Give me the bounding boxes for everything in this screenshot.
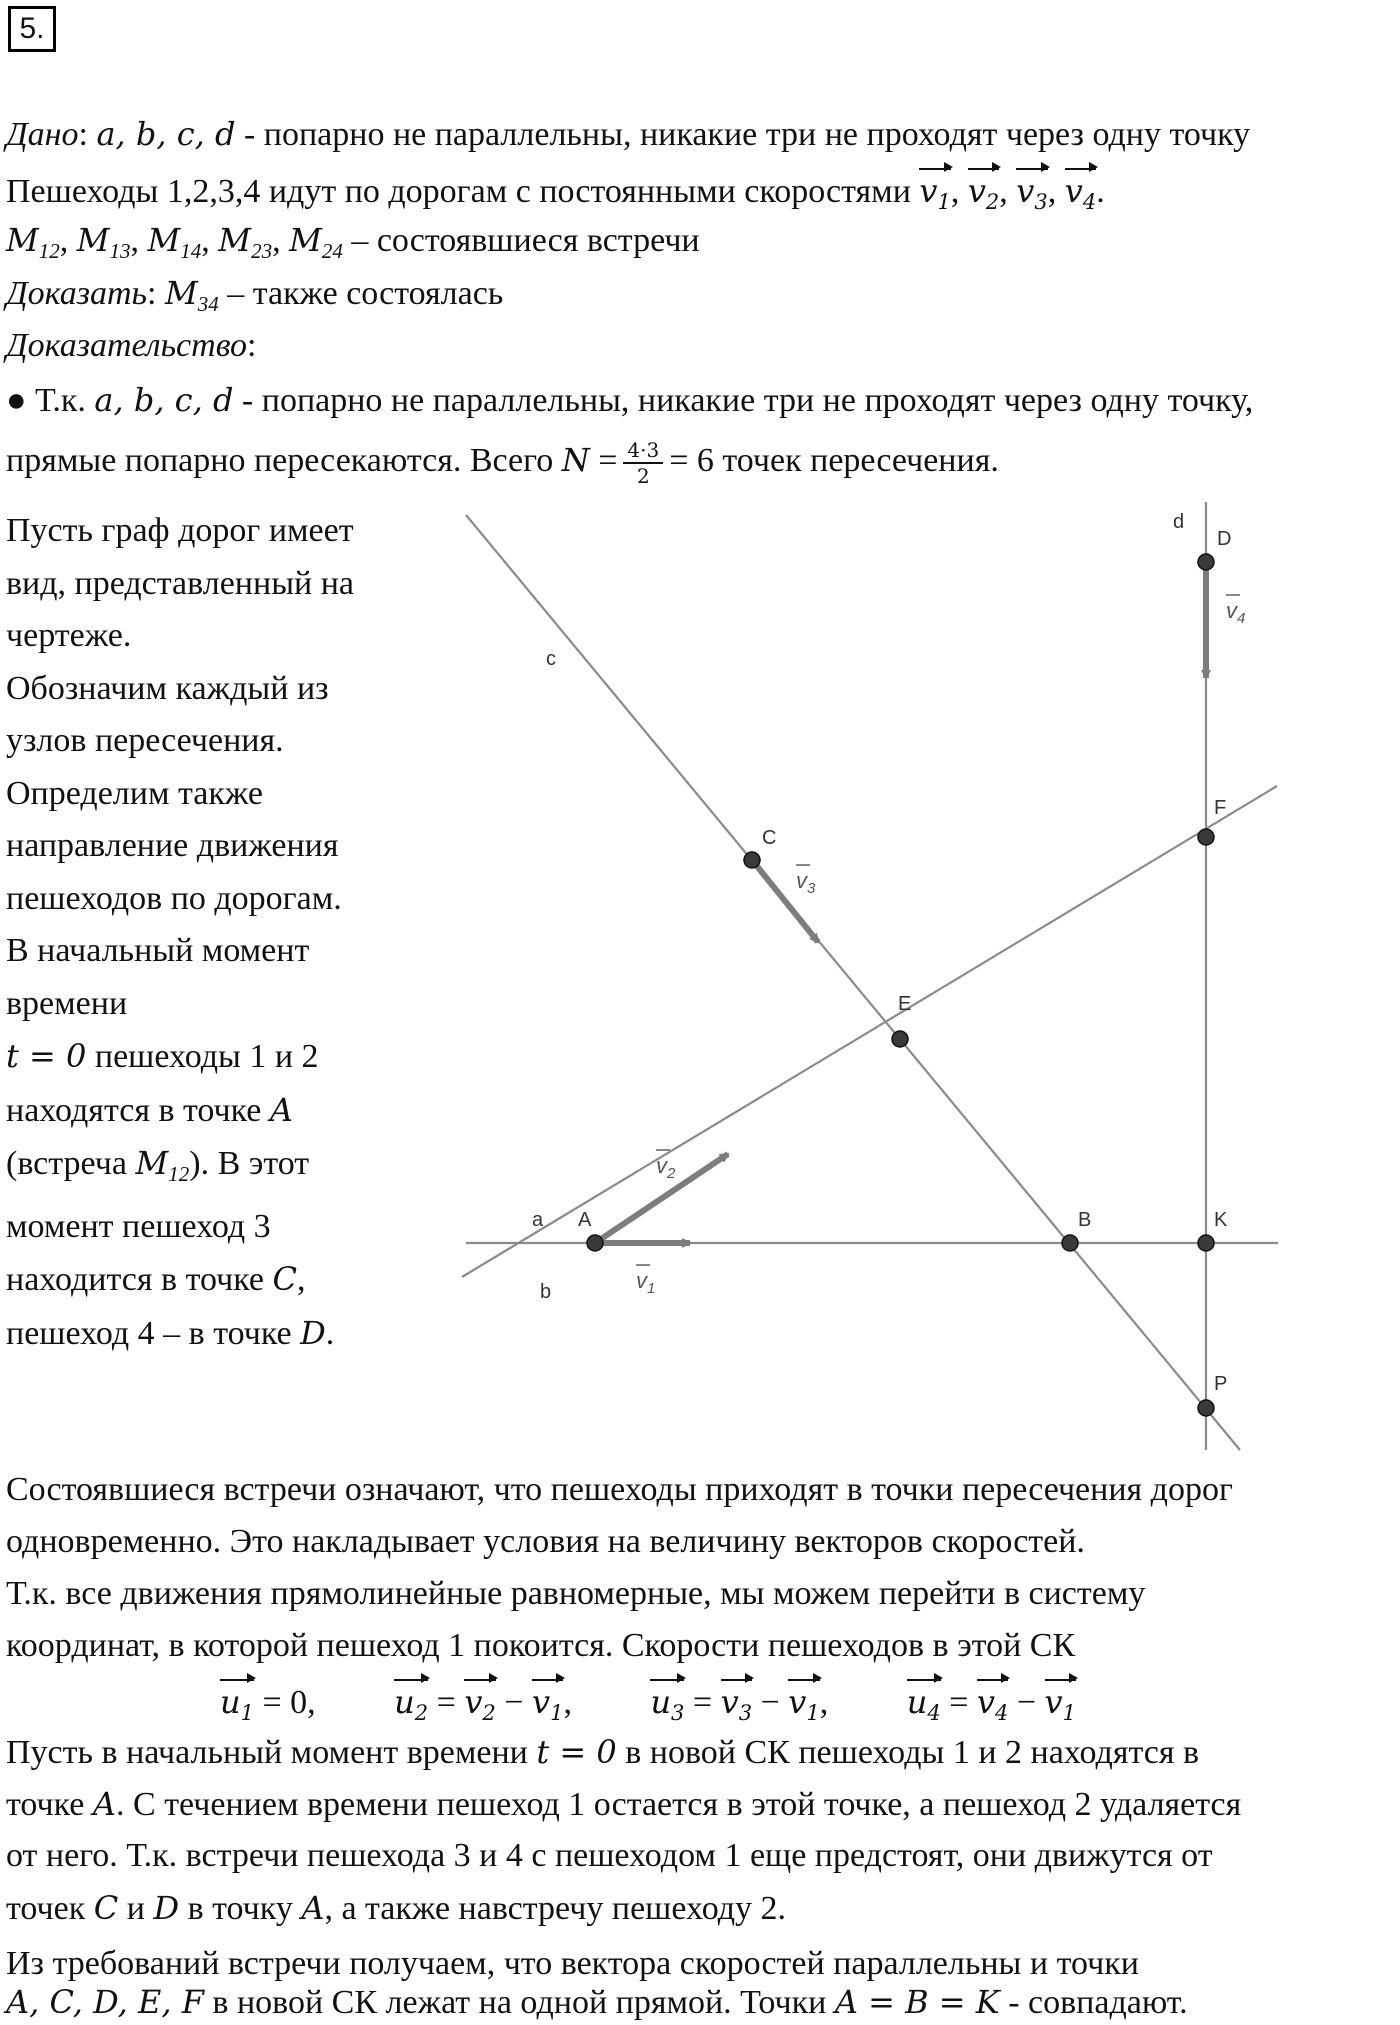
side-line: Пусть граф дорог имеет: [6, 512, 354, 549]
body-line: Пусть в начальный момент времени t = 0 в новой СК пешеходы 1 и 2 находятся в: [6, 1733, 1200, 1771]
label-line-d: d: [1173, 511, 1185, 533]
side-line: (встреча $M_{12}$). В этот: [6, 1144, 310, 1186]
given-line: Дано: a, b, c, d - попарно не параллельны, никакие три не проходят через одну точку: [6, 115, 1251, 153]
velocity-equations: $u_1 = 0$, $u_2 = v_2 - v_1$, $u_3 = v_3 - v_1$, $u_4 = v_4 - v_1$: [220, 1676, 1076, 1735]
body-line: A, C, D, E, F в новой СК лежат на одной прямой. Точки A = B = K - совпадают.: [6, 1983, 1188, 2021]
point-P: [1198, 1400, 1214, 1416]
side-line: Определим также: [6, 774, 263, 812]
vector-v2: $v_2$: [968, 165, 999, 224]
side-line: времени: [6, 984, 128, 1022]
vector-label-1: $v_1$: [636, 1268, 656, 1297]
side-line: t = 0 пешеходы 1 и 2: [6, 1037, 319, 1075]
vector-label-4: $v_4$: [1226, 598, 1246, 627]
vector-label-3: $v_3$: [796, 868, 816, 897]
body-line: Состоявшиеся встречи означают, что пешеходы приходят в точки пересечения дорог: [6, 1471, 1233, 1508]
point-A: [587, 1235, 603, 1251]
side-line: пешеходов по дорогам.: [6, 879, 342, 917]
label-line-b: b: [540, 1281, 552, 1303]
road-c: [466, 515, 1240, 1450]
fraction: $\frac{4\cdot 3}{2}$: [623, 438, 663, 488]
side-line: момент пешеход 3: [6, 1207, 271, 1245]
prove-line: Доказать: $M_{34}$ – также состоялась: [6, 274, 504, 316]
vector-v4: $v_4$: [1065, 165, 1096, 224]
point-K: [1198, 1235, 1214, 1251]
prove-text: – также состоялась: [218, 275, 504, 312]
bullet-line-2: прямые попарно пересекаются. Всего N = $\frac{4\cdot 3}{2}$ = 6 точек пересечения.: [6, 438, 999, 489]
meetings-text: – состоявшиеся встречи: [342, 222, 700, 259]
side-line: узлов пересечения.: [6, 722, 284, 759]
side-line: Обозначим каждый из: [6, 669, 329, 707]
problem-number: 5.: [8, 6, 56, 52]
given-label: Дано: [6, 116, 79, 153]
vector-label-2: $v_2$: [656, 1153, 676, 1182]
label-K: K: [1214, 1209, 1228, 1231]
body-line: Т.к. все движения прямолинейные равномерные, мы можем перейти в систему: [6, 1575, 1146, 1612]
side-line: чертеже.: [6, 617, 132, 654]
given-vars: a, b, c, d: [96, 115, 236, 153]
label-F: F: [1214, 797, 1227, 819]
label-E: E: [898, 993, 912, 1015]
label-P: P: [1214, 1373, 1228, 1395]
side-line: находится в точке C,: [6, 1260, 306, 1298]
side-line: В начальный момент: [6, 932, 310, 969]
label-D: D: [1217, 528, 1232, 550]
body-line: точке A. С течением времени пешеход 1 остается в этой точке, а пешеход 2 удаляется: [6, 1785, 1242, 1823]
body-line: точек C и D в точку A, а также навстречу пешеходу 2.: [6, 1889, 787, 1927]
label-C: C: [762, 827, 777, 849]
point-E: [892, 1031, 908, 1047]
pedestrians-text: Пешеходы 1,2,3,4 идут по дорогам с постоянными скоростями: [6, 173, 911, 210]
point-F: [1198, 829, 1214, 845]
label-A: A: [578, 1209, 592, 1231]
label-line-c: c: [546, 648, 556, 670]
side-line: пешеход 4 – в точке D.: [6, 1313, 335, 1352]
vector-arrow-3: [752, 860, 818, 942]
point-C: [744, 852, 760, 868]
point-B: [1062, 1235, 1078, 1251]
label-line-a: a: [532, 1209, 544, 1231]
prove-label: Доказать: [6, 275, 147, 312]
body-line: Из требований встречи получаем, что вектора скоростей параллельны и точки: [6, 1945, 1139, 1982]
body-line: координат, в которой пешеход 1 покоится. Скорости пешеходов в этой СК: [6, 1627, 1076, 1664]
road-b: [462, 786, 1277, 1277]
point-D: [1198, 554, 1214, 570]
body-line: от него. Т.к. встречи пешехода 3 и 4 с пешеходом 1 еще предстоят, они движутся от: [6, 1837, 1213, 1874]
side-line: вид, представленный на: [6, 564, 355, 602]
proof-label-line: Доказательство:: [6, 327, 257, 364]
label-B: B: [1078, 1209, 1092, 1231]
meetings-line: $M_{12}$, $M_{13}$, $M_{14}$, $M_{23}$, $M_{24}$ – состоявшиеся встречи: [6, 221, 700, 263]
bullet-line-1: ● Т.к. a, b, c, d - попарно не параллельны, никакие три не проходят через одну точку,: [6, 381, 1254, 419]
side-line: направление движения: [6, 827, 339, 864]
side-line: находятся в точке A: [6, 1090, 294, 1129]
pedestrians-line: Пешеходы 1,2,3,4 идут по дорогам с постоянными скоростями $v_1$, $v_2$, $v_3$, $v_4$.: [6, 165, 1105, 224]
body-line: одновременно. Это накладывает условия на величину векторов скоростей.: [6, 1523, 1085, 1560]
vector-v1: $v_1$: [919, 165, 950, 224]
proof-label: Доказательство: [6, 327, 248, 364]
given-text: - попарно не параллельны, никакие три не проходят через одну точку: [235, 116, 1251, 153]
vector-v3: $v_3$: [1016, 165, 1047, 224]
